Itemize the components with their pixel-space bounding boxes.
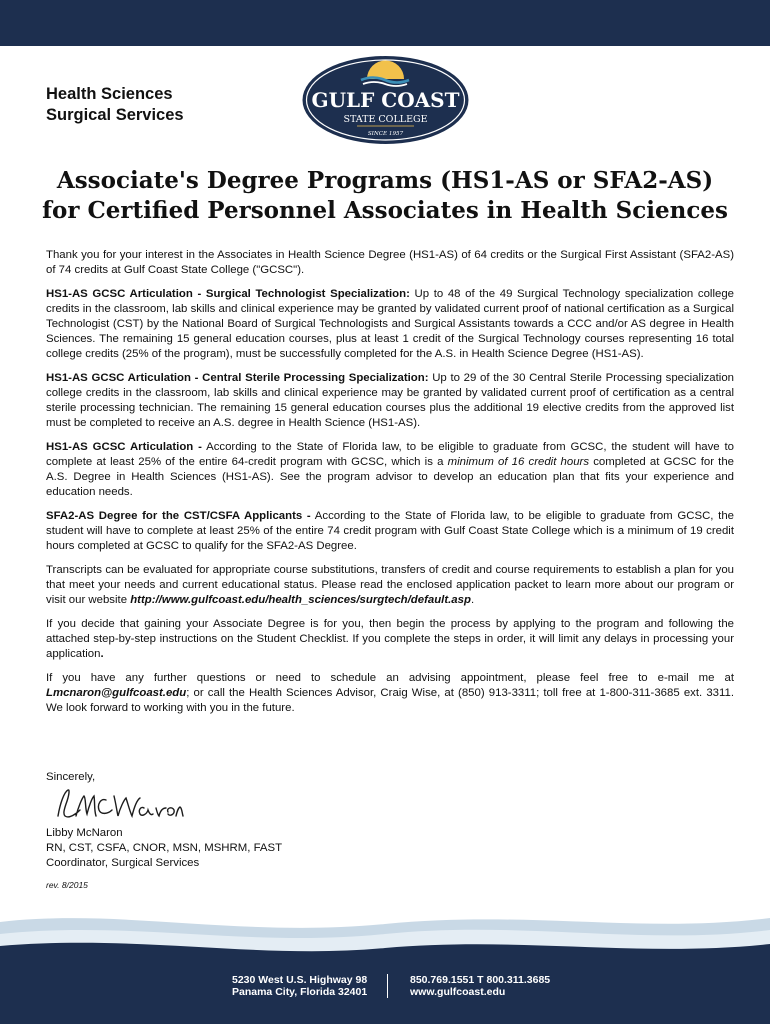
revision-date: rev. 8/2015: [46, 880, 88, 890]
footer-website[interactable]: www.gulfcoast.edu: [410, 986, 506, 998]
sterile-text: Up to 29 of the 30 Central Sterile Processing specialization college credits in the classroom, lab skills and clinical experience may be granted by validated current proof of certification as a central sterile processing technician. The remaining 15 general education courses plus the additional 19 elective credits from the approved list must be completed to receive an A.S. degree in Health Science (HS1-AS).: [46, 372, 735, 429]
footer-phone: 850.769.1551 T 800.311.3685: [410, 974, 551, 986]
footer-divider: [387, 974, 388, 998]
signer-block: [46, 826, 282, 871]
surgtech-text: Up to 48 of the 49 Surgical Technology specialization college credits in the classroom, lab skills and clinical experience may be granted by validated current proof of national certification as a Surgical Technologist (CST) by the National Board of Surgical Technologists and Surgical Assistants towards a CCC and/or AS degree in Health Sciences. The remaining 15 general education courses, plus at least 1 credit of the Surgical Technology courses representing 16 total college credits (25% of the program), must be successfully completed for the A.S. in Health Science Degree (HS1-AS).: [46, 288, 734, 360]
footer-band: [0, 908, 770, 1024]
credit-hours-emphasis: minimum of 16 credit hours: [447, 456, 590, 468]
process-end: .: [100, 648, 104, 660]
signer-name: Libby McNaron: [46, 827, 123, 839]
surgtech-heading: HS1-AS GCSC Articulation - Surgical Technologist Specialization:: [46, 288, 410, 300]
process-text: If you decide that gaining your Associate Degree is for you, then begin the process by applying to the program and following the attached step-by-step instructions on the Student Checklist. If you complete the steps in order, it will limit any delays in processing your application: [46, 618, 734, 660]
articulation-paragraph: [46, 440, 734, 500]
website-link[interactable]: http://www.gulfcoast.edu/health_sciences/surgtech/default.asp: [130, 594, 471, 606]
sterile-paragraph: [46, 371, 734, 431]
signer-role: Coordinator, Surgical Services: [46, 857, 200, 869]
footer-address: [232, 974, 367, 998]
sfa-paragraph: [46, 509, 734, 554]
footer-wave-navy: [0, 943, 770, 1024]
articulation-text-a: According to the State of Florida law, to be eligible to graduate from GCSC, the student will have to complete at least 25% of the entire 64-credit program with GCSC, which is a: [46, 441, 734, 468]
logo-since: SINCE 1957: [367, 131, 404, 137]
top-banner: [0, 0, 770, 46]
letter-body: [46, 248, 734, 725]
gulf-coast-logo: [301, 55, 470, 145]
contact-text-b: ; or call the Health Sciences Advisor, Craig Wise, at (850) 913-3311; toll free at 1-800-311-3685 ext. 3311. We look forward to working with you in the future.: [46, 687, 734, 714]
intro-text: Thank you for your interest in the Associates in Health Science Degree (HS1-AS) of 64 credits or the Surgical First Assistant (SFA2-AS) of 74 credits at Gulf Coast State College ("GCSC").: [46, 249, 734, 276]
sfa-text: According to the State of Florida law, to be eligible to graduate from GCSC, the student will have to complete at least 25% of the entire 74 credit program with Gulf Coast State College which is a minimum of 19 credit hours completed at GCSC to qualify for the SFA2-AS Degree.: [46, 510, 734, 552]
signature-stroke: [58, 790, 183, 817]
sterile-heading: HS1-AS GCSC Articulation - Central Sterile Processing Specialization:: [46, 372, 429, 384]
process-paragraph: [46, 617, 734, 662]
signature-image: [54, 786, 184, 822]
department-line-2: Surgical Services: [46, 106, 184, 124]
footer-contact: [410, 974, 550, 998]
articulation-text-b: completed at GCSC for the A.S. Degree in Health Sciences (HS1-AS). See the program advisor to develop an education plan that fits your experience and education needs.: [46, 456, 734, 498]
title-line-2: for Certified Personnel Associates in Health Sciences: [42, 197, 728, 224]
footer-address-line-1: 5230 West U.S. Highway 98: [232, 974, 368, 986]
contact-text-a: If you have any further questions or need to schedule an advising appointment, please feel free to e-mail me at: [46, 672, 734, 684]
transcripts-end: .: [470, 594, 475, 606]
email-link[interactable]: Lmcnaron@gulfcoast.edu: [46, 687, 187, 699]
sfa-heading: SFA2-AS Degree for the CST/CSFA Applicants -: [46, 510, 311, 522]
transcripts-text: Transcripts can be evaluated for appropriate course substitutions, transfers of credit and course requirements to establish a plan for you that meet your needs and current educational status. Please read the enclosed application packet to learn more about our program or visit our website: [46, 564, 734, 606]
footer-address-line-2: Panama City, Florida 32401: [232, 986, 368, 998]
logo-name: GULF COAST: [311, 88, 460, 112]
intro-paragraph: [46, 248, 734, 278]
title-line-1: Associate's Degree Programs (HS1-AS or SFA2-AS): [56, 167, 714, 194]
signer-credentials: RN, CST, CSFA, CNOR, MSN, MSHRM, FAST: [46, 842, 283, 854]
articulation-heading: HS1-AS GCSC Articulation -: [46, 441, 202, 453]
page-title: [20, 166, 750, 226]
salutation: Sincerely,: [46, 771, 96, 783]
contact-paragraph: [46, 671, 734, 716]
department-line-1: Health Sciences: [46, 85, 173, 103]
surgtech-paragraph: [46, 287, 734, 362]
department-heading: [46, 84, 184, 126]
logo-subtitle: STATE COLLEGE: [343, 114, 428, 125]
transcripts-paragraph: [46, 563, 734, 608]
